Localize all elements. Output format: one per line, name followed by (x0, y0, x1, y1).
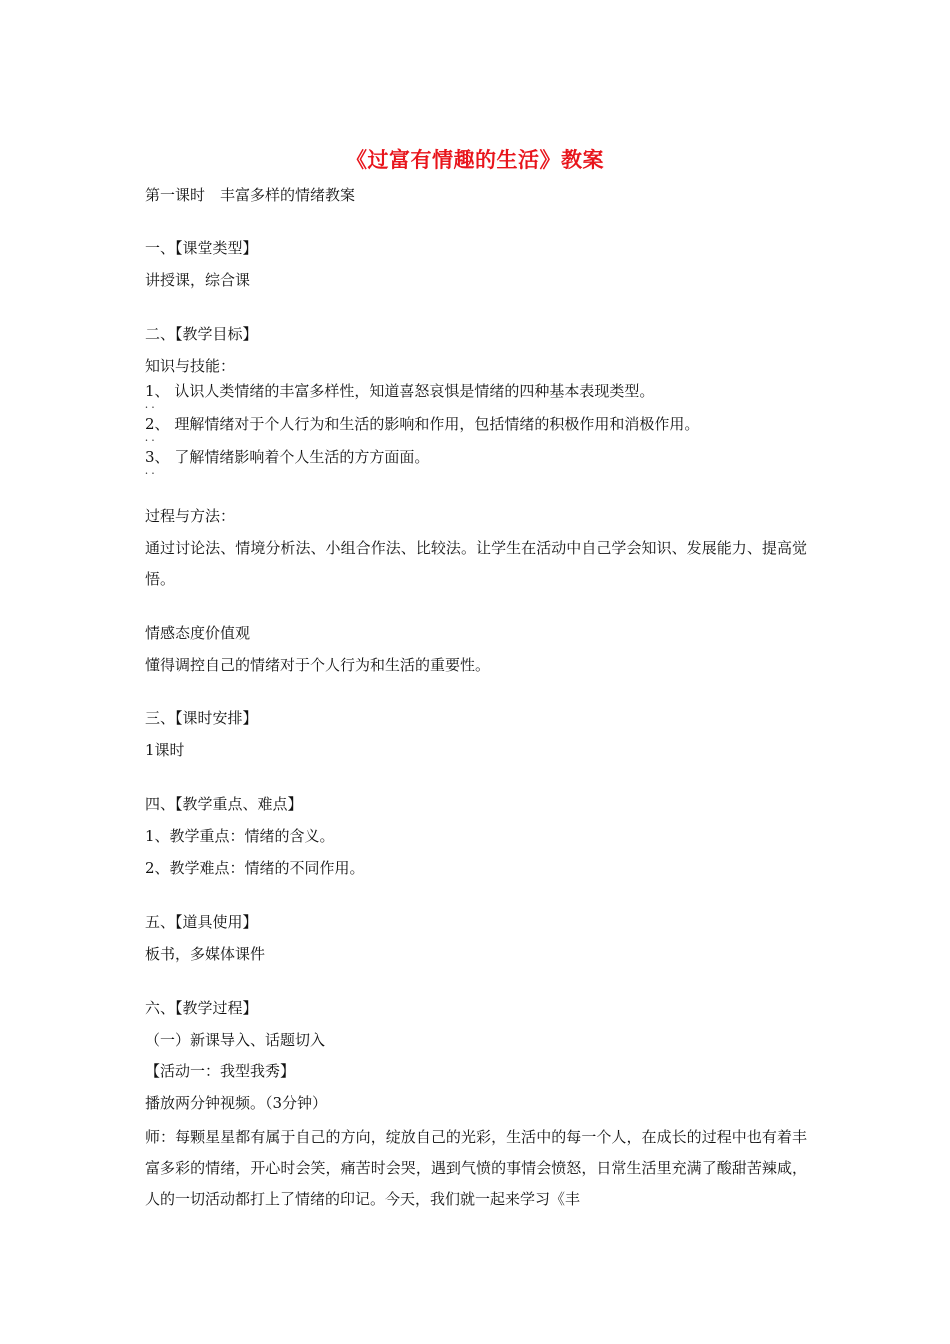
subsection-label: （一）新课导入、话题切入 (145, 1031, 326, 1049)
subsection-label: 情感态度价值观 (145, 624, 251, 642)
section-heading: 三、【课时安排】 (145, 709, 258, 727)
list-item: 1、教学重点：情绪的含义。 (145, 827, 335, 845)
subsection-label: 知识与技能： (145, 357, 236, 375)
list-item (145, 447, 429, 467)
paragraph: 播放两分钟视频。（3分钟） (145, 1094, 328, 1112)
section-heading: 五、【道具使用】 (145, 913, 258, 931)
section-heading: 六、【教学过程】 (145, 999, 258, 1017)
document-title: 《过富有情趣的生活》教案 (346, 147, 604, 172)
list-item: 2、教学难点：情绪的不同作用。 (145, 859, 365, 877)
paragraph: 师：每颗星星都有属于自己的方向，绽放自己的光彩，生活中的每一个人，在成长的过程中也有着丰富多彩的情绪，开心时会笑，痛苦时会哭，遇到气愤的事情会愤怒，日常生活里充满了酸甜苦辣咸，人的一切活动都打上了情绪的印记。今天，我们就一起来学习《丰 (145, 1128, 807, 1208)
section-heading: 二、【教学目标】 (145, 325, 258, 343)
list-item (145, 381, 654, 401)
section-body: 板书，多媒体课件 (145, 945, 266, 963)
subsection-label: 过程与方法： (145, 507, 236, 525)
paragraph: 懂得调控自己的情绪对于个人行为和生活的重要性。 (145, 656, 491, 674)
list-item-number: 1、 • • (145, 381, 170, 401)
paragraph: 通过讨论法、情境分析法、小组合作法、比较法。让学生在活动中自己学会知识、发展能力、提高觉悟。 (145, 539, 807, 588)
section-body: 讲授课，综合课 (145, 271, 251, 289)
section-heading: 一、【课堂类型】 (145, 239, 258, 257)
section-body: 1课时 (145, 741, 185, 759)
list-item-text: 了解情绪影响着个人生活的方方面面。 (174, 448, 430, 466)
list-item-text: 理解情绪对于个人行为和生活的影响和作用，包括情绪的积极作用和消极作用。 (174, 415, 700, 433)
section-heading: 四、【教学重点、难点】 (145, 795, 303, 813)
list-item-number: 3、 • • (145, 447, 170, 467)
list-item-text: 认识人类情绪的丰富多样性，知道喜怒哀惧是情绪的四种基本表现类型。 (174, 382, 655, 400)
activity-title: 【活动一：我型我秀】 (145, 1062, 296, 1080)
lesson-subtitle: 第一课时 丰富多样的情绪教案 (145, 186, 356, 204)
list-item-number: 2、 • • (145, 414, 170, 434)
list-item (145, 414, 699, 434)
